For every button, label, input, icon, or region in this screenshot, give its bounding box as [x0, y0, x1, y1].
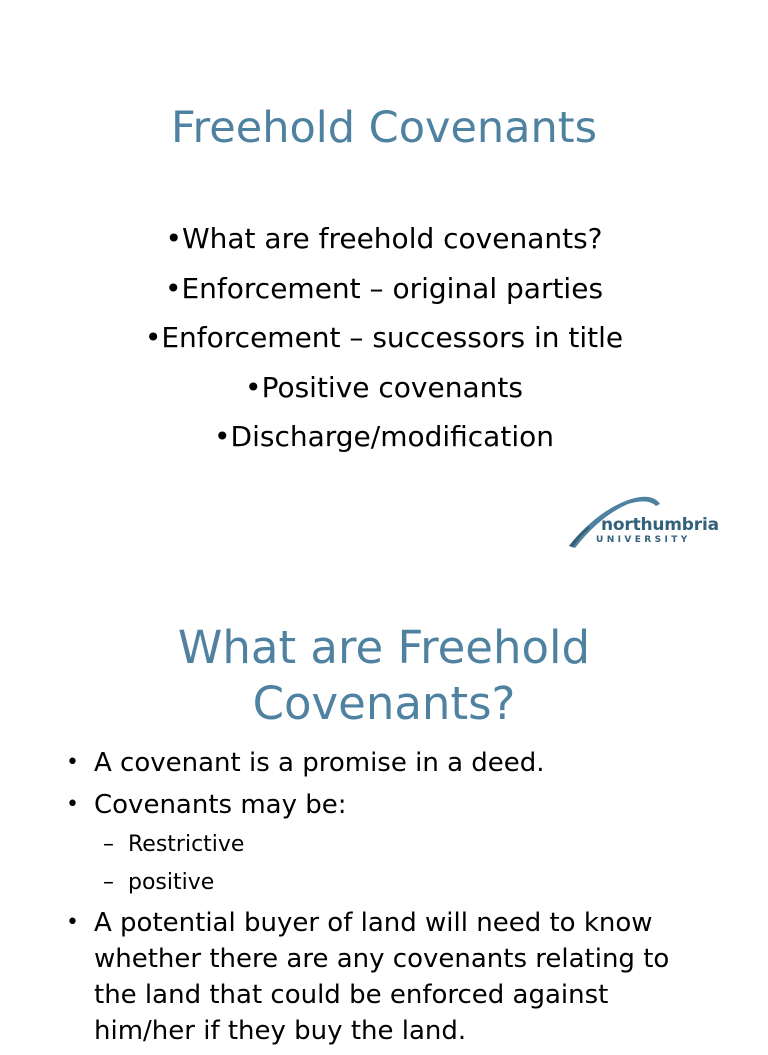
- bullet-icon: •: [66, 910, 79, 935]
- slide-title-line: What are Freehold: [177, 621, 591, 674]
- agenda-item: •Enforcement – original parties: [164, 271, 604, 305]
- sub-item: [66, 867, 706, 899]
- sub-item-text: positive: [128, 870, 215, 895]
- sub-item-text: Restrictive: [128, 832, 245, 857]
- bullet-icon: •: [66, 750, 79, 775]
- logo-wordmark: northumbria: [601, 515, 719, 535]
- sub-item: [66, 829, 706, 861]
- slide-title-line: Covenants?: [252, 677, 516, 730]
- logo-subtitle: UNIVERSITY: [596, 535, 691, 545]
- bullet-item: [66, 787, 706, 823]
- slide-title: [0, 620, 768, 732]
- agenda-item: •Positive covenants: [245, 370, 523, 404]
- bullet-text: Covenants may be:: [94, 790, 347, 820]
- dash-icon: –: [103, 870, 114, 895]
- bullet-text: A potential buyer of land will need to know whether there are any covenants relating to the land that could be enforced against him/her if they buy the land.: [94, 908, 670, 1046]
- agenda-item: •Discharge/modification: [214, 420, 554, 453]
- dash-icon: –: [103, 832, 114, 857]
- agenda-item: •Enforcement – successors in title: [144, 321, 624, 354]
- bullet-item: [66, 905, 706, 1049]
- bullet-item: [66, 745, 706, 781]
- agenda-item: •What are freehold covenants?: [165, 222, 603, 255]
- slide-body: [66, 745, 706, 1055]
- slide-title: Freehold Covenants: [170, 103, 598, 153]
- bullet-icon: •: [66, 792, 79, 817]
- bullet-text: A covenant is a promise in a deed.: [94, 748, 545, 778]
- agenda-list: [0, 214, 768, 462]
- university-logo: [566, 490, 722, 552]
